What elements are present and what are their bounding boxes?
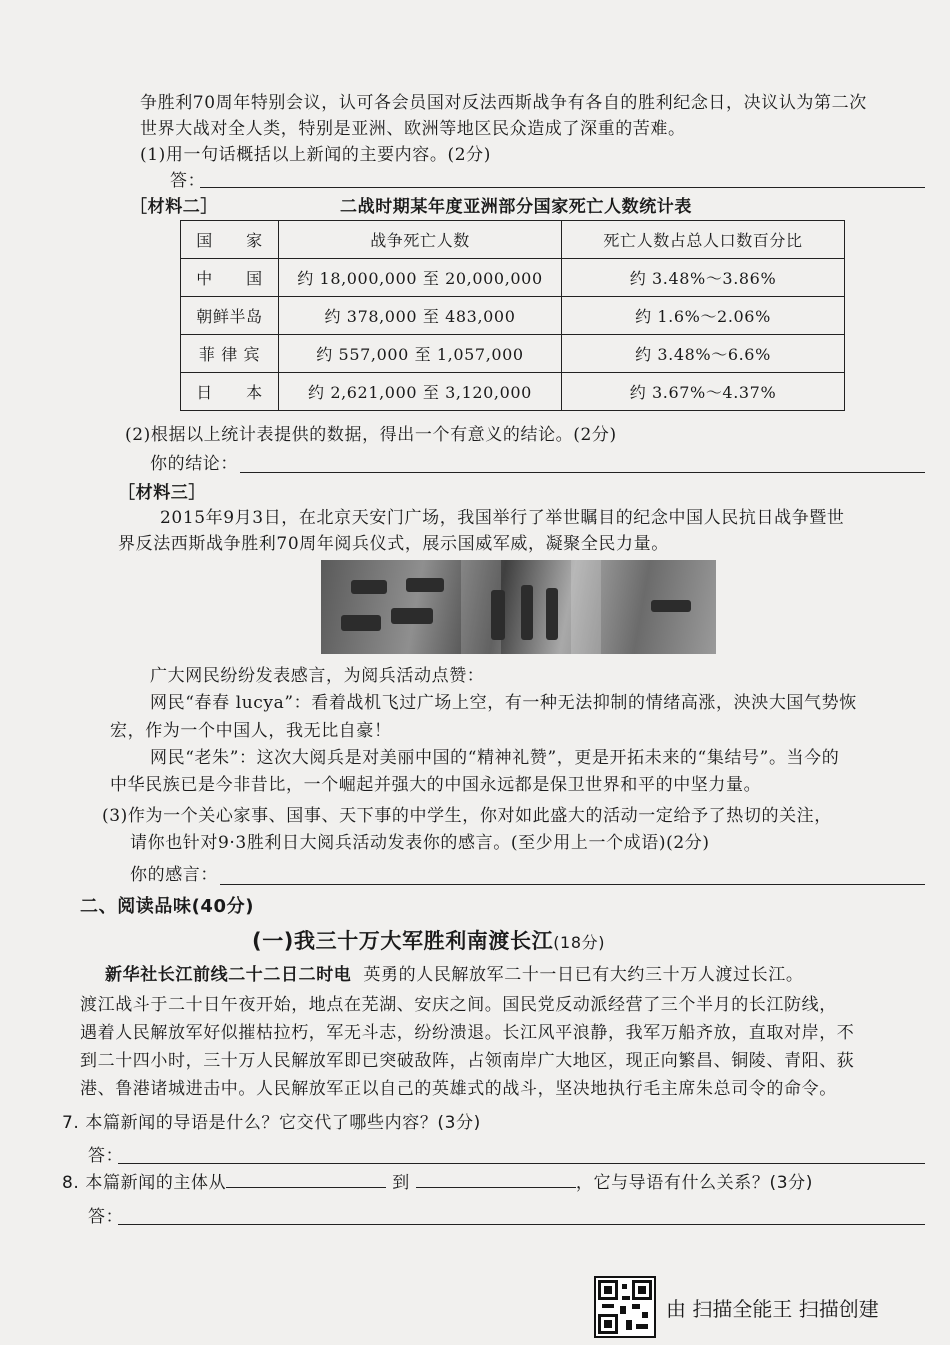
material3-line1: 2015年9月3日，在北京天安门广场，我国举行了举世瞩目的纪念中国人民抗日战争暨世 [160,508,845,528]
q7-answer-line[interactable] [118,1163,925,1164]
cell-percentage: 约 3.67%～4.37% [562,373,845,411]
cell-deaths: 约 557,000 至 1,057,000 [279,335,562,373]
material3-para2a: 网民“春春 lucya”：看着战机飞过广场上空，有一种无法抑制的情绪高涨，泱泱大国气势恢 [150,693,857,713]
article-para1 [105,964,803,986]
cell-deaths: 约 18,000,000 至 20,000,000 [279,259,562,297]
scanner-watermark: 由 扫描全能王 扫描创建 [666,1297,879,1321]
q8-answer-line[interactable] [118,1224,925,1225]
cell-country: 中 国 [181,259,279,297]
comment-label: 你的感言： [130,865,218,885]
question-1: (1)用一句话概括以上新闻的主要内容。(2分) [140,145,491,165]
article-dateline: 新华社长江前线二十二日二时电 [105,965,352,985]
article-line4: 到二十四小时，三十万人民解放军即已突破敌阵，占领南岸广大地区，现正向繁昌、铜陵、青阳、荻 [80,1051,855,1071]
comment-answer-line[interactable] [220,884,925,885]
answer-line-1[interactable] [200,187,925,188]
table-row [181,335,845,373]
table-header-row [181,221,845,259]
header-deaths: 战争死亡人数 [279,221,562,259]
cell-country: 朝鲜半岛 [181,297,279,335]
material1-line1: 争胜利70周年特别会议，认可各会员国对反法西斯战争有各自的胜利纪念日，决议认为第二次 [140,93,867,113]
material3-para3b: 中华民族已是今非昔比，一个崛起并强大的中国永远都是保卫世界和平的中坚力量。 [110,775,762,795]
article-line3: 遇着人民解放军好似摧枯拉朽，军无斗志，纷纷溃退。长江风平浪静，我军万船齐放，直取对岸，不 [80,1023,855,1043]
material3-para2b: 宏，作为一个中国人，我无比自豪！ [110,721,392,741]
question-8 [62,1172,813,1194]
cell-percentage: 约 3.48%～6.6% [562,335,845,373]
question-3-line2: 请你也针对9·3胜利日大阅兵活动发表你的感言。(至少用上一个成语)(2分) [130,833,710,853]
death-statistics-table [180,220,845,411]
q8-part3: ，它与导语有什么关系？(3分) [575,1173,813,1193]
qr-code-icon [594,1276,656,1338]
answer-label-1: 答： [170,171,206,191]
q8-blank-from[interactable] [226,1173,386,1188]
table-row [181,373,845,411]
article-score: (18分) [553,933,606,952]
material3-para1: 广大网民纷纷发表感言，为阅兵活动点赞： [150,666,485,686]
question-3-line1: (3)作为一个关心家事、国事、天下事的中学生，你对如此盛大的活动一定给予了热切的关注， [102,806,832,826]
article-title [252,928,605,956]
table-title: 二战时期某年度亚洲部分国家死亡人数统计表 [340,197,692,217]
cell-country: 菲 律 宾 [181,335,279,373]
q7-answer-label: 答： [88,1146,124,1166]
material3-line2: 界反法西斯战争胜利70周年阅兵仪式，展示国威军威，凝聚全民力量。 [118,534,669,554]
article-line2: 渡江战斗于二十日午夜开始，地点在芜湖、安庆之间。国民党反动派经营了三个半月的长江防线， [80,995,837,1015]
cell-country: 日 本 [181,373,279,411]
material2-label: ［材料二］ [130,197,218,217]
cell-deaths: 约 2,621,000 至 3,120,000 [279,373,562,411]
table-row [181,259,845,297]
material3-para3a: 网民“老朱”：这次大阅兵是对美丽中国的“精神礼赞”，更是开拓未来的“集结号”。当今的 [150,748,840,768]
cell-percentage: 约 1.6%～2.06% [562,297,845,335]
cell-deaths: 约 378,000 至 483,000 [279,297,562,335]
article-lead: 英勇的人民解放军二十一日已有大约三十万人渡过长江。 [363,965,804,985]
q8-part1: 8. 本篇新闻的主体从 [62,1173,227,1193]
table-row [181,297,845,335]
q8-blank-to[interactable] [416,1173,576,1188]
q8-part2: 到 [392,1173,410,1193]
question-7: 7. 本篇新闻的导语是什么？它交代了哪些内容？(3分) [62,1113,481,1133]
header-country: 国 家 [181,221,279,259]
header-percentage: 死亡人数占总人口数百分比 [562,221,845,259]
article-title-text: (一)我三十万大军胜利南渡长江 [252,929,554,953]
question-2: (2)根据以上统计表提供的数据，得出一个有意义的结论。(2分) [125,425,617,445]
material3-label: ［材料三］ [118,483,206,503]
q8-answer-label: 答： [88,1207,124,1227]
conclusion-label: 你的结论： [150,454,238,474]
material1-line2: 世界大战对全人类，特别是亚洲、欧洲等地区民众造成了深重的苦难。 [140,119,686,139]
article-line5: 港、鲁港诸城进击中。人民解放军正以自己的英雄式的战斗，坚决地执行毛主席朱总司令的命令。 [80,1079,837,1099]
section2-heading: 二、阅读品味(40分) [80,896,255,917]
conclusion-answer-line[interactable] [240,472,925,473]
cell-percentage: 约 3.48%～3.86% [562,259,845,297]
parade-photo [321,560,716,654]
